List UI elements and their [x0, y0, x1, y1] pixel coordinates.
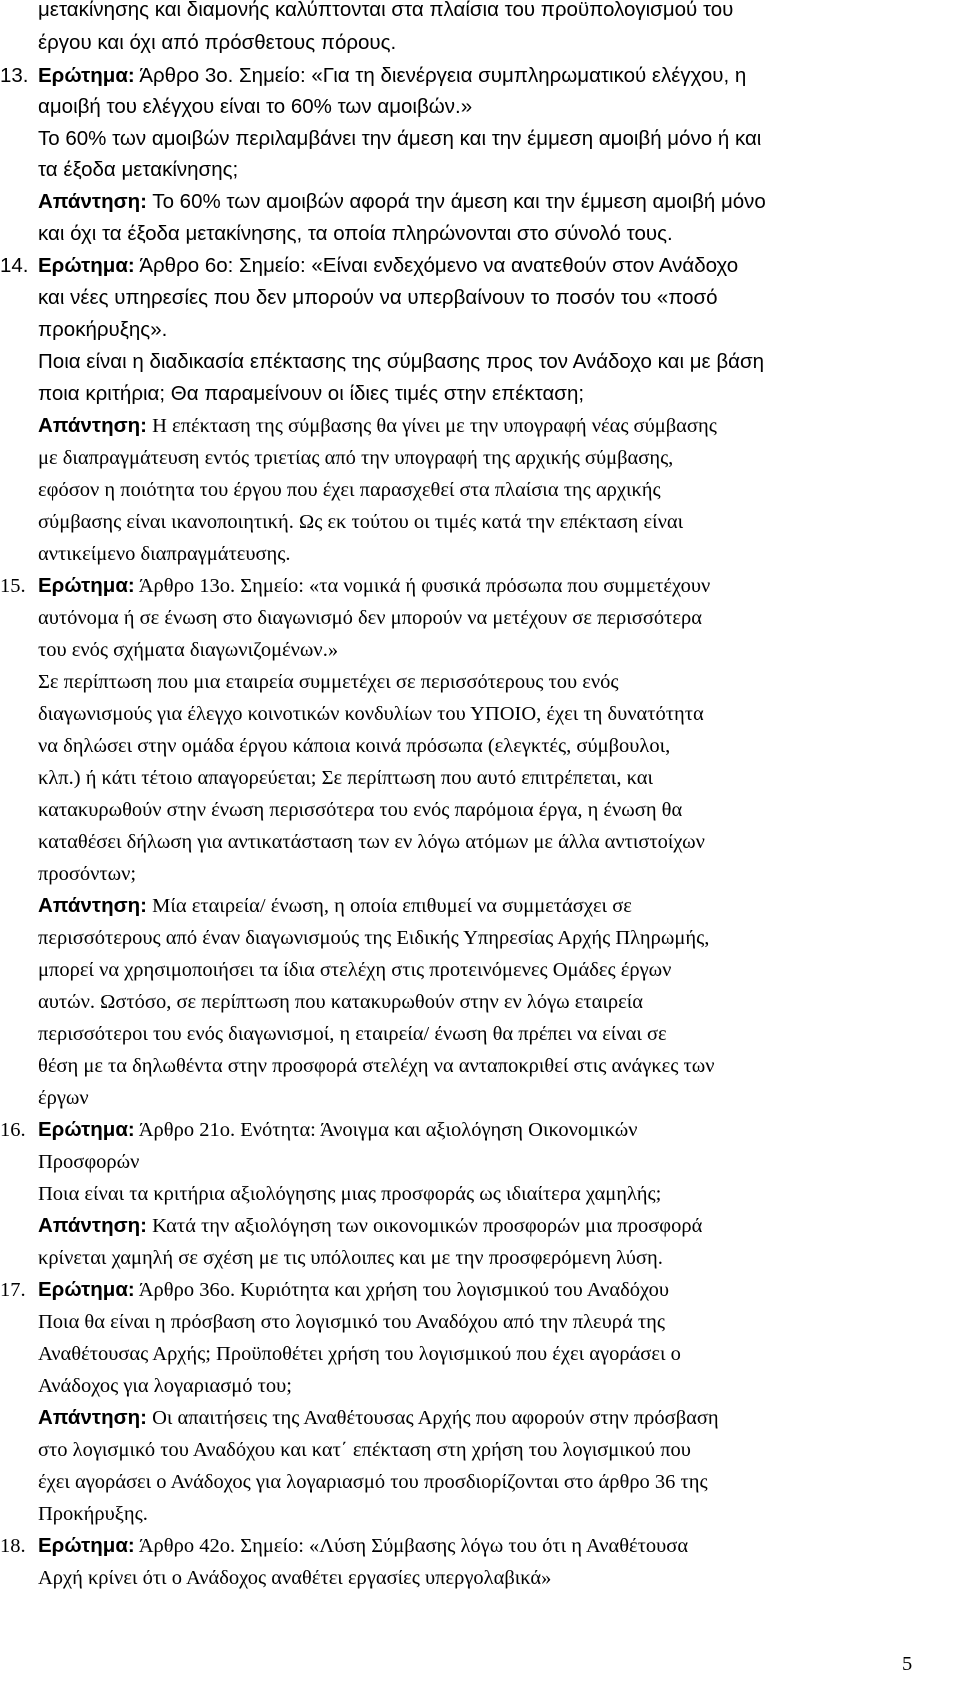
text-line: κατακυρωθούν στην ένωση περισσότερα του ενός παρόμοια έργα, η ένωση θα [38, 799, 683, 821]
question-label: Ερώτημα: [38, 1534, 135, 1557]
text-line: έργου και όχι από πρόσθετους πόρους. [38, 31, 397, 54]
answer-line: Απάντηση: Μία εταιρεία/ ένωση, η οποία επιθυμεί να συμμετάσχει σε [38, 894, 632, 917]
answer-line: Απάντηση: Κατά την αξιολόγηση των οικονομικών προσφορών μια προσφορά [38, 1214, 703, 1237]
text-line: Ποια θα είναι η πρόσβαση στο λογισμικό του Αναδόχου από την πλευρά της [38, 1311, 665, 1333]
text-line: αυτών. Ωστόσο, σε περίπτωση που κατακυρωθούν στην εν λόγω εταιρεία [38, 991, 643, 1013]
answer-label: Απάντηση: [38, 190, 147, 213]
question-18-line: 18. Ερώτημα: Άρθρο 42ο. Σημείο: «Λύση Σύμβασης λόγω του ότι η Αναθέτουσα [0, 1534, 689, 1557]
question-14-line: 14. Ερώτημα: Άρθρο 6ο: Σημείο: «Είναι ενδεχόμενο να ανατεθούν στον Ανάδοχο [0, 254, 739, 277]
text-line: θέση με τα δηλωθέντα στην προσφορά στελέχη να ανταποκριθεί στις ανάγκες των [38, 1055, 715, 1077]
answer-label: Απάντηση: [38, 894, 147, 917]
text-line: Σε περίπτωση που μια εταιρεία συμμετέχει σε περισσότερους του ενός [38, 671, 619, 693]
text-line: και όχι τα έξοδα μετακίνησης, τα οποία πληρώνονται στο σύνολό τους. [38, 222, 673, 245]
answer-line: Απάντηση: Οι απαιτήσεις της Αναθέτουσας Αρχής που αφορούν στην πρόσβαση [38, 1406, 719, 1429]
text-line: έργων [38, 1087, 89, 1109]
answer-label: Απάντηση: [38, 1406, 147, 1429]
text-line: περισσότεροι του ενός διαγωνισμοί, η εταιρεία/ ένωση θα πρέπει να είναι σε [38, 1023, 667, 1045]
text-line: ποια κριτήρια; Θα παραμείνουν οι ίδιες τιμές στην επέκταση; [38, 382, 585, 405]
text-line: αμοιβή του ελέγχου είναι το 60% των αμοιβών.» [38, 95, 473, 118]
text-line: Ποια είναι τα κριτήρια αξιολόγησης μιας προσφοράς ως ιδιαίτερα χαμηλής; [38, 1183, 662, 1205]
text-line: Ποια είναι η διαδικασία επέκτασης της σύμβασης προς τον Ανάδοχο και με βάση [38, 350, 765, 373]
text-line: Αναθέτουσας Αρχής; Προϋποθέτει χρήση του λογισμικού που έχει αγοράσει ο [38, 1343, 681, 1365]
question-label: Ερώτημα: [38, 1118, 135, 1141]
question-13-line: 13. Ερώτημα: Άρθρο 3ο. Σημείο: «Για τη διενέργεια συμπληρωματικού ελέγχου, η [0, 64, 747, 87]
text-line: και νέες υπηρεσίες που δεν μπορούν να υπερβαίνουν το ποσόν του «ποσό [38, 286, 718, 309]
text-line: μετακίνησης και διαμονής καλύπτονται στα πλαίσια του προϋπολογισμού του [38, 0, 734, 21]
text-line: του ενός σχήματα διαγωνιζομένων.» [38, 639, 339, 661]
text-line: Προκήρυξης. [38, 1503, 148, 1525]
item-number: 18. [0, 1535, 26, 1557]
text-line: καταθέσει δήλωση για αντικατάσταση των εν λόγω ατόμων με άλλα αντιστοίχων [38, 831, 705, 853]
text-line: Ανάδοχος για λογαριασμό του; [38, 1375, 293, 1397]
text-line: αντικείμενο διαπραγμάτευσης. [38, 543, 291, 565]
answer-line: Απάντηση: Η επέκταση της σύμβασης θα γίνει με την υπογραφή νέας σύμβασης [38, 414, 717, 437]
text-line: κλπ.) ή κάτι τέτοιο απαγορεύεται; Σε περίπτωση που αυτό επιτρέπεται, και [38, 767, 653, 789]
text-line: Αρχή κρίνει ότι ο Ανάδοχος αναθέτει εργασίες υπεργολαβικά» [38, 1567, 552, 1589]
text-line: Προσφορών [38, 1151, 140, 1173]
question-label: Ερώτημα: [38, 574, 135, 597]
question-label: Ερώτημα: [38, 1278, 135, 1301]
question-15-line: 15. Ερώτημα: Άρθρο 13ο. Σημείο: «τα νομικά ή φυσικά πρόσωπα που συμμετέχουν [0, 574, 711, 597]
answer-line: Απάντηση: Το 60% των αμοιβών αφορά την άμεση και την έμμεση αμοιβή μόνο [38, 190, 766, 213]
text-line: να δηλώσει στην ομάδα έργου κάποια κοινά πρόσωπα (ελεγκτές, σύμβουλοι, [38, 735, 671, 757]
text-line: κρίνεται χαμηλή σε σχέση με τις υπόλοιπες και με την προσφερόμενη λύση. [38, 1247, 663, 1269]
page-number: 5 [902, 1653, 913, 1675]
text-line: σύμβασης είναι ικανοποιητική. Ως εκ τούτου οι τιμές κατά την επέκταση είναι [38, 511, 684, 533]
text-line: διαγωνισμούς για έλεγχο κοινοτικών κονδυλίων του ΥΠΟΙΟ, έχει τη δυνατότητα [38, 703, 704, 725]
text-line: προσόντων; [38, 863, 137, 885]
item-number: 13. [0, 64, 29, 87]
text-line: έχει αγοράσει ο Ανάδοχος για λογαριασμό του προσδιορίζονται στο άρθρο 36 της [38, 1471, 708, 1493]
question-label: Ερώτημα: [38, 64, 135, 87]
text-line: προκήρυξης». [38, 318, 168, 341]
answer-label: Απάντηση: [38, 414, 147, 437]
text-line: στο λογισμικό του Αναδόχου και κατ΄ επέκταση στη χρήση του λογισμικού που [38, 1439, 691, 1461]
text-line: μπορεί να χρησιμοποιήσει τα ίδια στελέχη στις προτεινόμενες Ομάδες έργων [38, 959, 672, 981]
text-line: αυτόνομα ή σε ένωση στο διαγωνισμό δεν μπορούν να μετέχουν σε περισσότερα [38, 607, 702, 629]
text-line: τα έξοδα μετακίνησης; [38, 158, 239, 181]
item-number: 16. [0, 1119, 26, 1141]
text-line: με διαπραγμάτευση εντός τριετίας από την υπογραφή της αρχικής σύμβασης, [38, 447, 674, 469]
question-16-line: 16. Ερώτημα: Άρθρο 21ο. Ενότητα: Άνοιγμα και αξιολόγηση Οικονομικών [0, 1118, 638, 1141]
question-17-line: 17. Ερώτημα: Άρθρο 36ο. Κυριότητα και χρήση του λογισμικού του Αναδόχου [0, 1278, 670, 1301]
item-number: 17. [0, 1279, 26, 1301]
item-number: 15. [0, 575, 26, 597]
text-line: εφόσον η ποιότητα του έργου που έχει παρασχεθεί στα πλαίσια της αρχικής [38, 479, 661, 501]
text-line: περισσότερους από έναν διαγωνισμούς της Ειδικής Υπηρεσίας Αρχής Πληρωμής, [38, 927, 710, 949]
text-line: Το 60% των αμοιβών περιλαμβάνει την άμεση και την έμμεση αμοιβή μόνο ή και [38, 127, 762, 150]
item-number: 14. [0, 254, 29, 277]
answer-label: Απάντηση: [38, 1214, 147, 1237]
question-label: Ερώτημα: [38, 254, 135, 277]
